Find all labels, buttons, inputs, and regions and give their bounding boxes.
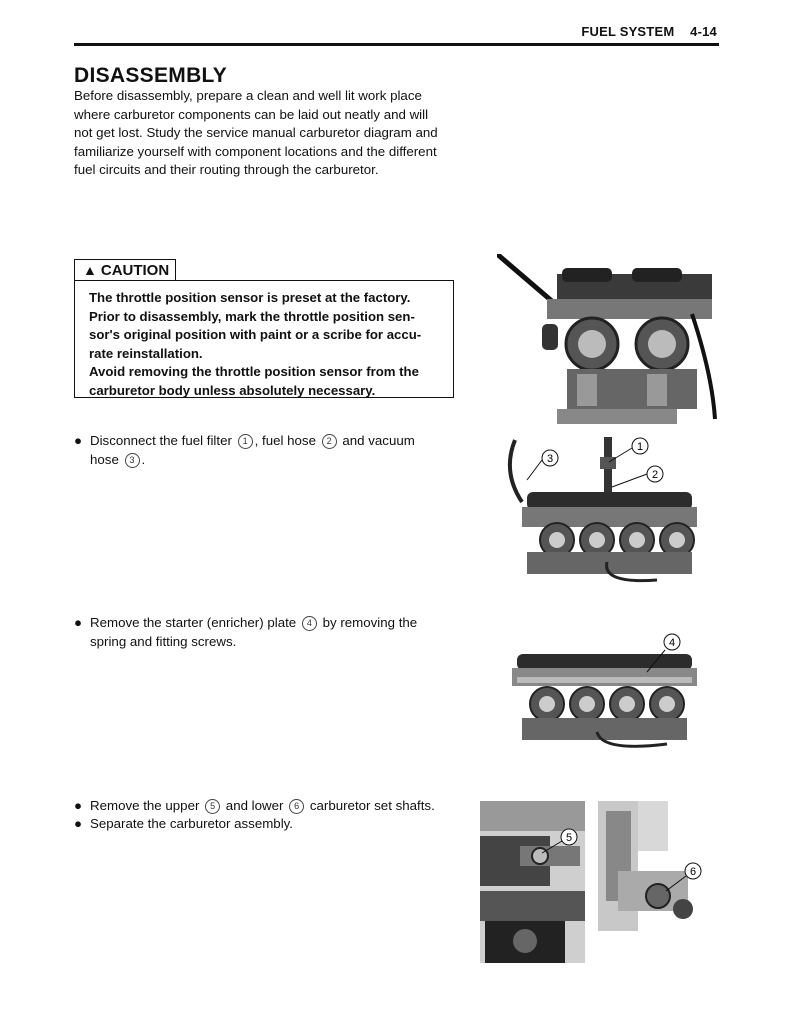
bullet-icon: ●: [74, 816, 83, 831]
step-text-part: , fuel hose: [254, 433, 316, 448]
callout-6: [685, 863, 701, 879]
upper-set-shaft-photo: [480, 801, 585, 963]
lower-set-shaft-photo: [598, 801, 708, 931]
caution-line: carburetor body unless absolutely necessary.: [89, 382, 376, 398]
bullet-icon: ●: [74, 433, 83, 448]
step-text-part: Remove the starter (enricher) plate: [90, 615, 297, 630]
intro-paragraph: [74, 87, 460, 180]
callout-6-label: 6: [689, 866, 697, 878]
caution-line: The throttle position sensor is preset at the factory.: [89, 290, 411, 305]
caution-label: [74, 259, 176, 280]
step-text-part: Disconnect the fuel filter: [90, 433, 232, 448]
callout-4: [664, 634, 680, 650]
callout-4-label: 4: [668, 637, 676, 649]
step-text-part: spring and fitting screws.: [90, 633, 237, 649]
ref-number-3: 3: [125, 453, 140, 468]
bullet-icon: ●: [74, 798, 83, 813]
intro-line: where carburetor components can be laid out neatly and will: [74, 106, 429, 122]
step-text-part: hose: [90, 451, 119, 467]
caution-box: [74, 280, 454, 398]
callout-2-label: 2: [651, 469, 659, 481]
caution-label-text: CAUTION: [100, 262, 170, 279]
ref-number-1: 1: [238, 434, 253, 449]
header-rule: [74, 43, 719, 46]
bullet-icon: ●: [74, 615, 83, 630]
step-remove-starter-plate: [74, 614, 458, 651]
step-text: Separate the carburetor assembly.: [90, 816, 294, 831]
callout-2: [647, 466, 663, 482]
intro-line: fuel circuits and their routing through the carburetor.: [74, 162, 379, 177]
ref-number-6: 6: [289, 799, 304, 814]
step-text-part: by removing the: [318, 615, 418, 630]
callout-5-label: 5: [565, 832, 573, 844]
callout-1: [632, 438, 648, 454]
callout-3-label: 3: [546, 453, 554, 465]
section-heading: DISASSEMBLY: [74, 64, 228, 87]
step-separate-assembly: [74, 815, 458, 834]
caution-line: sor's original position with paint or a scribe for accu-: [89, 327, 422, 343]
step-disconnect-fuel-filter: [74, 432, 458, 469]
ref-number-5: 5: [205, 799, 220, 814]
intro-line: familiarize yourself with component locations and the different: [74, 143, 437, 159]
step-text-part: and lower: [222, 798, 284, 813]
ref-number-4: 4: [302, 616, 317, 631]
caution-line: Avoid removing the throttle position sensor from the: [89, 364, 419, 380]
page-number: 4-14: [690, 24, 717, 39]
warning-triangle-icon: ▲: [83, 262, 97, 278]
carburetor-tps-photo: [497, 254, 719, 424]
step-text-part: and vacuum: [338, 433, 415, 448]
caution-line: rate reinstallation.: [89, 345, 203, 361]
step-text-part: carburetor set shafts.: [306, 798, 435, 813]
step-text: [74, 432, 458, 469]
callout-1-label: 1: [636, 441, 644, 453]
starter-plate-photo: [497, 632, 719, 752]
section-title: FUEL SYSTEM: [581, 24, 675, 39]
intro-line: not get lost. Study the service manual carburetor diagram and: [74, 125, 438, 140]
step-remove-set-shafts: [74, 797, 458, 816]
step-text-part: .: [141, 451, 146, 467]
callout-5: [561, 829, 577, 845]
step-text: [74, 614, 458, 651]
page-header: [569, 24, 717, 39]
ref-number-2: 2: [322, 434, 337, 449]
fuel-filter-photo: [497, 432, 719, 584]
caution-line: Prior to disassembly, mark the throttle position sen-: [89, 308, 415, 324]
step-text: [74, 797, 458, 816]
intro-line: Before disassembly, prepare a clean and well lit work place: [74, 88, 422, 103]
step-text-part: Remove the upper: [90, 798, 200, 813]
callout-3: [542, 450, 558, 466]
